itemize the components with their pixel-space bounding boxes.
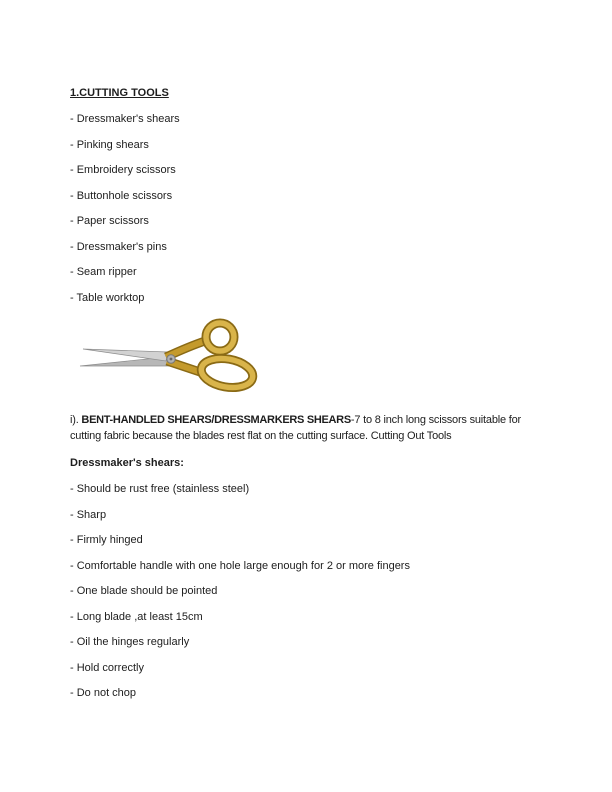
tools-list-item: - Table worktop bbox=[70, 291, 145, 304]
scissors-pivot-screw-center bbox=[170, 358, 173, 361]
feature-list-item: - Sharp bbox=[70, 508, 107, 521]
shears-description-text: -7 to 8 inch long scissors suitable for cutting fabric because the blades rest flat on the cutting surface. Cutting Out Tools bbox=[70, 414, 521, 442]
shears-description-prefix: i). bbox=[70, 414, 82, 426]
subheading-dressmakers-shears: Dressmaker's shears: bbox=[70, 457, 184, 469]
feature-list-item: - Oil the hinges regularly bbox=[70, 636, 190, 648]
feature-list-item: - Do not chop bbox=[70, 687, 137, 699]
scissors-image bbox=[78, 316, 263, 396]
feature-list-item: - Hold correctly bbox=[70, 661, 144, 674]
tools-list-item: - Buttonhole scissors bbox=[70, 189, 173, 202]
feature-list-item: - Firmly hinged bbox=[70, 534, 143, 546]
tools-list-item: - Seam ripper bbox=[70, 266, 137, 278]
tools-list-item: - Embroidery scissors bbox=[70, 164, 176, 176]
scissors-upper-blade bbox=[83, 349, 168, 361]
tools-list-item: - Paper scissors bbox=[70, 215, 149, 227]
tools-list-item: - Pinking shears bbox=[70, 138, 149, 151]
tools-list-item: - Dressmaker's pins bbox=[70, 240, 167, 253]
scissors-graphic bbox=[78, 316, 263, 396]
tools-list-item: - Dressmaker's shears bbox=[70, 113, 180, 125]
shears-description-bold: BENT-HANDLED SHEARS/DRESSMARKERS SHEARS bbox=[81, 414, 351, 426]
shears-description bbox=[70, 412, 542, 444]
feature-list-item: - Long blade ,at least 15cm bbox=[70, 610, 203, 623]
feature-list-item: - One blade should be pointed bbox=[70, 585, 218, 597]
section-title: 1.CUTTING TOOLS bbox=[70, 87, 169, 99]
scissors-lower-bow-highlight bbox=[199, 355, 255, 392]
feature-list-item: - Comfortable handle with one hole large enough for 2 or more fingers bbox=[70, 559, 410, 572]
feature-list-item: - Should be rust free (stainless steel) bbox=[70, 483, 250, 495]
